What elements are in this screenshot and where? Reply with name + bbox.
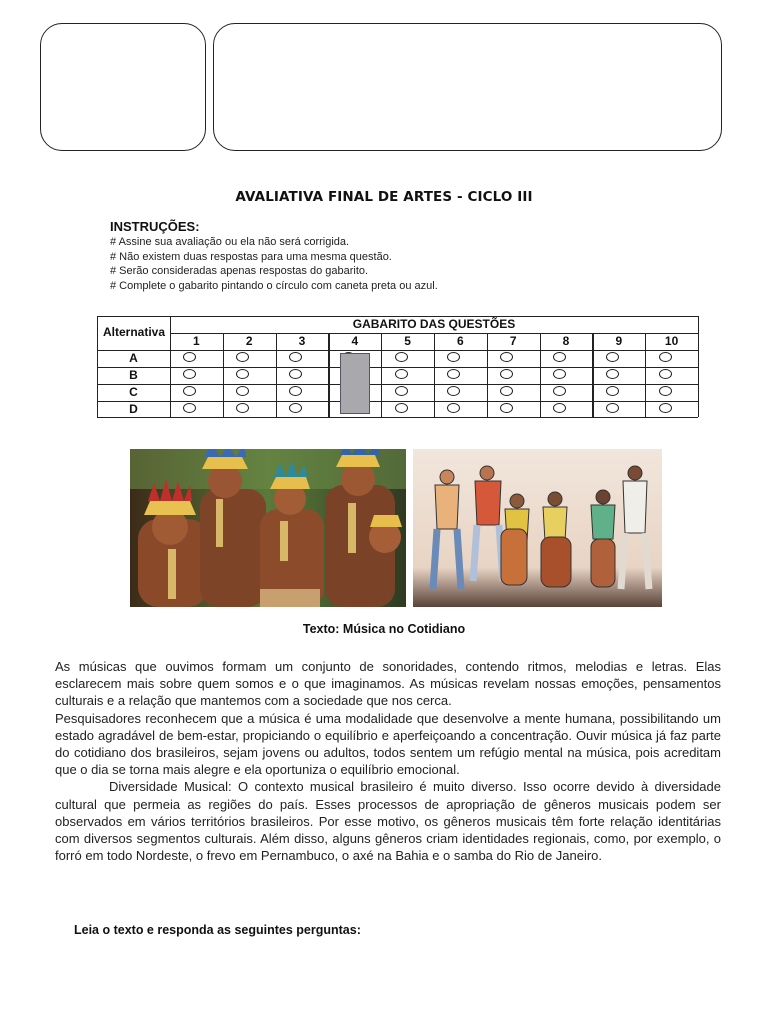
answer-bubble[interactable] [447,369,460,379]
answer-bubble[interactable] [395,403,408,413]
grid-line [97,401,698,402]
answer-bubble[interactable] [289,369,302,379]
instruction-line: # Complete o gabarito pintando o círculo com caneta preta ou azul. [110,279,438,292]
correction-mark [340,353,370,414]
option-label: C [129,385,138,399]
question-number: 10 [664,334,679,348]
question-number: 3 [298,334,306,348]
answer-bubble[interactable] [606,386,619,396]
indigenous-musicians-photo [130,449,406,607]
answer-grid [97,316,698,417]
option-label: A [129,351,138,365]
answer-bubble[interactable] [289,386,302,396]
answer-bubble[interactable] [606,352,619,362]
answer-bubble[interactable] [659,352,672,362]
answer-bubble[interactable] [659,369,672,379]
text-caption: Texto: Música no Cotidiano [302,622,466,636]
answer-bubble[interactable] [500,352,513,362]
answer-bubble[interactable] [606,403,619,413]
answer-bubble[interactable] [500,386,513,396]
grid-line [97,367,698,368]
instruction-line: # Assine sua avaliação ou ela não será corrigida. [110,236,350,248]
answer-bubble[interactable] [289,352,302,362]
alternativa-label: Alternativa [102,325,166,339]
option-label: D [129,402,138,416]
answer-bubble[interactable] [553,403,566,413]
question-number: 4 [351,334,359,348]
answer-bubble[interactable] [553,352,566,362]
instructions [110,219,630,293]
paragraph: Pesquisadores reconhecem que a música é uma modalidade que desenvolve a mente humana, possibilitando um estado agradável de bem-estar, propiciando o equilíbrio e aperfeiçoando a concentração. Ouvir música já faz parte do cotidiano dos brasileiros, sejam jovens ou adultos, todos sentem um refúgio mental na música, pois acreditam que o dia se torna mais alegre e ela oportuniza o equilíbrio emocional. [55,710,721,778]
question-number: 1 [193,334,200,348]
name-box[interactable] [40,23,206,151]
option-label: B [129,368,138,382]
question-number: 7 [509,334,517,348]
question-number: 5 [404,334,411,348]
answer-bubble[interactable] [447,352,460,362]
question-number: 2 [245,334,253,348]
answer-bubble[interactable] [659,386,672,396]
answer-bubble[interactable] [236,352,249,362]
question-number: 6 [457,334,464,348]
student-info-box[interactable] [213,23,722,151]
instructions-heading: INSTRUÇÕES: [110,219,200,234]
answer-bubble[interactable] [395,386,408,396]
paragraph: Diversidade Musical: O contexto musical brasileiro é muito diverso. Isso ocorre devido à diversidade cultural que permeia as regiões do país. Esses processos de apropriação de gêneros musicais podem ser observados em vários territórios brasileiros. Por esse motivo, os gêneros musicais têm forte relação identitárias com diversos segmentos culturais. Além disso, alguns gêneros criam identidades regionais, como, por exemplo, o forró em todo Nordeste, o frevo em Pernambuco, o axé na Bahia e o samba do Rio de Janeiro. [55,779,721,864]
grid-line [97,384,698,385]
gabarito-title: GABARITO DAS QUESTÕES [352,317,516,331]
answer-bubble[interactable] [289,403,302,413]
page-title: AVALIATIVA FINAL DE ARTES - CICLO III [235,189,533,205]
answer-bubble[interactable] [500,403,513,413]
grid-line [97,417,698,418]
answer-bubble[interactable] [395,369,408,379]
answer-bubble[interactable] [606,369,619,379]
answer-bubble[interactable] [553,386,566,396]
instruction-line: # Serão consideradas apenas respostas do gabarito. [110,265,369,277]
paragraph: As músicas que ouvimos formam um conjunto de sonoridades, contendo ritmos, melodias e letras. Elas esclarecem mais sobre quem somos e o que imaginamos. As músicas revelam nossas emoções, pensamentos culturais e a relação que mantemos com a sociedade que nos cerca. [55,659,721,709]
answer-bubble[interactable] [236,403,249,413]
answer-bubble[interactable] [236,386,249,396]
body-text [55,658,721,864]
answer-bubble[interactable] [236,369,249,379]
musicians-painting [413,449,662,607]
question-number: 8 [562,334,570,348]
answer-bubble[interactable] [395,352,408,362]
grid-line [97,350,698,351]
answer-bubble[interactable] [447,403,460,413]
answer-bubble[interactable] [183,352,196,362]
grid-line [698,316,699,417]
instruction-line: # Não existem duas respostas para uma mesma questão. [110,250,392,263]
question-prompt: Leia o texto e responda as seguintes perguntas: [74,923,361,937]
answer-bubble[interactable] [500,369,513,379]
answer-bubble[interactable] [659,403,672,413]
answer-bubble[interactable] [183,403,196,413]
answer-bubble[interactable] [447,386,460,396]
answer-bubble[interactable] [183,386,196,396]
answer-bubble[interactable] [553,369,566,379]
question-number: 9 [615,334,623,348]
answer-bubble[interactable] [183,369,196,379]
